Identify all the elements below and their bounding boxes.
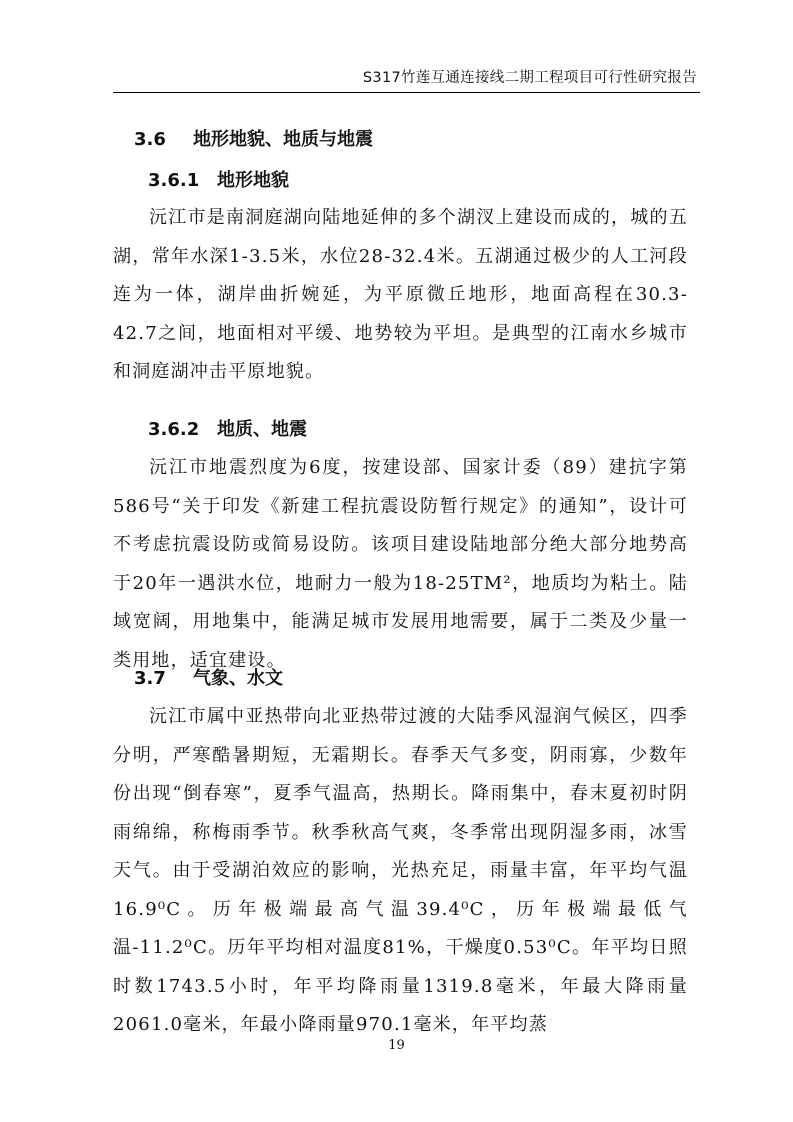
section-title: 气象、水文 <box>193 668 283 689</box>
paragraph-geology: 沅江市地震烈度为6度，按建设部、国家计委（89）建抗字第586号“关于印发《新建工程抗震设防暂行规定》的通知”，设计可不考虑抗震设防或简易设防。该项目建设陆地部分绝大部分地势高于20年一遇洪水位，地耐力一般为18-25TM²，地质均为粘土。陆域宽阔，用地集中，能满足城市发展用地需要，属于二类及少量一类用地，适宜建设。 <box>113 457 688 671</box>
section-heading-3-7 <box>134 664 283 690</box>
paragraph-climate: 沅江市属中亚热带向北亚热带过渡的大陆季风湿润气候区，四季分明，严寒酷暑期短，无霜期长。春季天气多变，阴雨寡，少数年份出现“倒春寒”，夏季气温高，热期长。降雨集中，春末夏初时阴雨绵绵，称梅雨季节。秋季秋高气爽，冬季常出现阴湿多雨，冰雪天气。由于受湖泊效应的影响，光热充足，雨量丰富，年平均气温16.9⁰C。历年极端最高气温39.4⁰C，历年极端最低气温-11.2⁰C。历年平均相对温度81%，干燥度0.53⁰C。年平均日照时数1743.5小时，年平均降雨量1319.8毫米，年最大降雨量2061.0毫米，年最小降雨量970.1毫米，年平均蒸 <box>113 706 688 1035</box>
paragraph-terrain: 沅江市是南洞庭湖向陆地延伸的多个湖汊上建设而成的，城的五湖，常年水深1-3.5米，水位28-32.4米。五湖通过极少的人工河段连为一体，湖岸曲折婉延，为平原微丘地形，地面高程在30.3-42.7之间，地面相对平缓、地势较为平坦。是典型的江南水乡城市和洞庭湖冲击平原地貌。 <box>113 207 688 382</box>
section-number: 3.6 <box>134 129 166 150</box>
subsection-title: 地形地貌 <box>217 170 289 191</box>
section-heading-3-6 <box>134 125 373 151</box>
section-number: 3.7 <box>134 668 166 689</box>
page-number: 19 <box>388 1038 405 1053</box>
subsection-number: 3.6.2 <box>148 419 200 440</box>
section-title: 地形地貌、地质与地震 <box>193 129 373 150</box>
header-rule <box>113 92 700 93</box>
running-header: S317竹莲互通连接线二期工程项目可行性研究报告 <box>362 70 697 86</box>
subsection-title: 地质、地震 <box>217 419 307 440</box>
subsection-heading-3-6-2 <box>148 415 307 441</box>
subsection-number: 3.6.1 <box>148 170 200 191</box>
subsection-heading-3-6-1 <box>148 166 289 192</box>
